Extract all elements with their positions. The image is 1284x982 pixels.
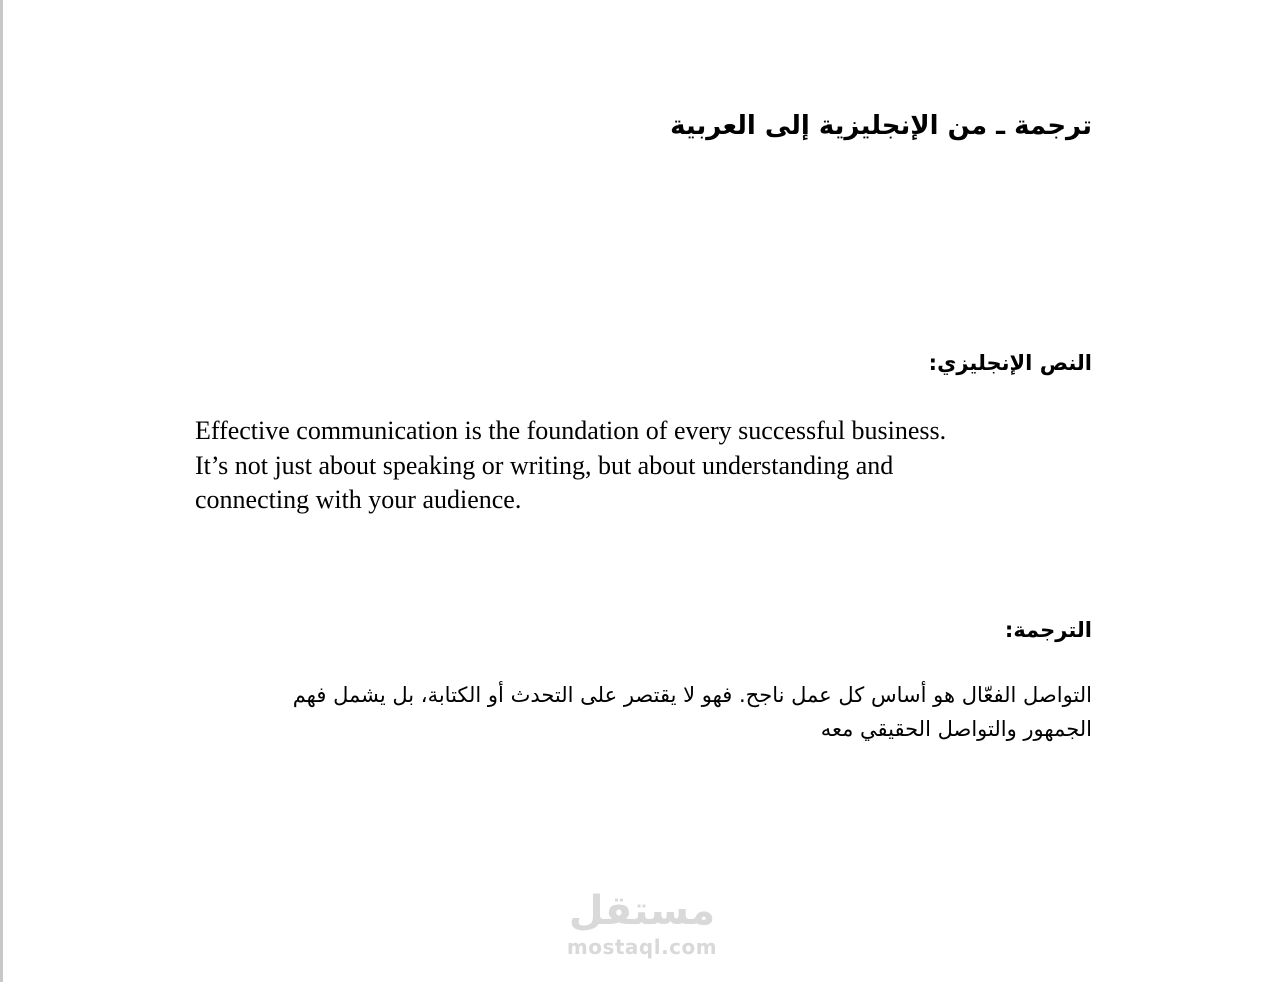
watermark-arabic-logo: مستقل — [568, 888, 716, 934]
translation-line: التواصل الفعّال هو أساس كل عمل ناجح. فهو لا يقتصر على التحدث أو الكتابة، بل يشمل فهم — [292, 683, 1092, 707]
translation-heading: الترجمة: — [1004, 618, 1092, 642]
english-line: Effective communication is the foundation of every successful business. — [195, 416, 947, 445]
translation-line: الجمهور والتواصل الحقيقي معه — [820, 717, 1092, 741]
mostaql-watermark — [542, 888, 742, 960]
english-line: connecting with your audience. — [195, 485, 522, 514]
english-text-heading: النص الإنجليزي: — [928, 351, 1092, 375]
document-title: ترجمة ـ من الإنجليزية إلى العربية — [670, 111, 1092, 141]
english-line: It’s not just about speaking or writing, but about understanding and — [195, 450, 894, 480]
translation-paragraph — [200, 678, 1092, 746]
watermark-latin-logo: mostaql.com — [566, 935, 718, 959]
english-paragraph — [195, 414, 1085, 518]
